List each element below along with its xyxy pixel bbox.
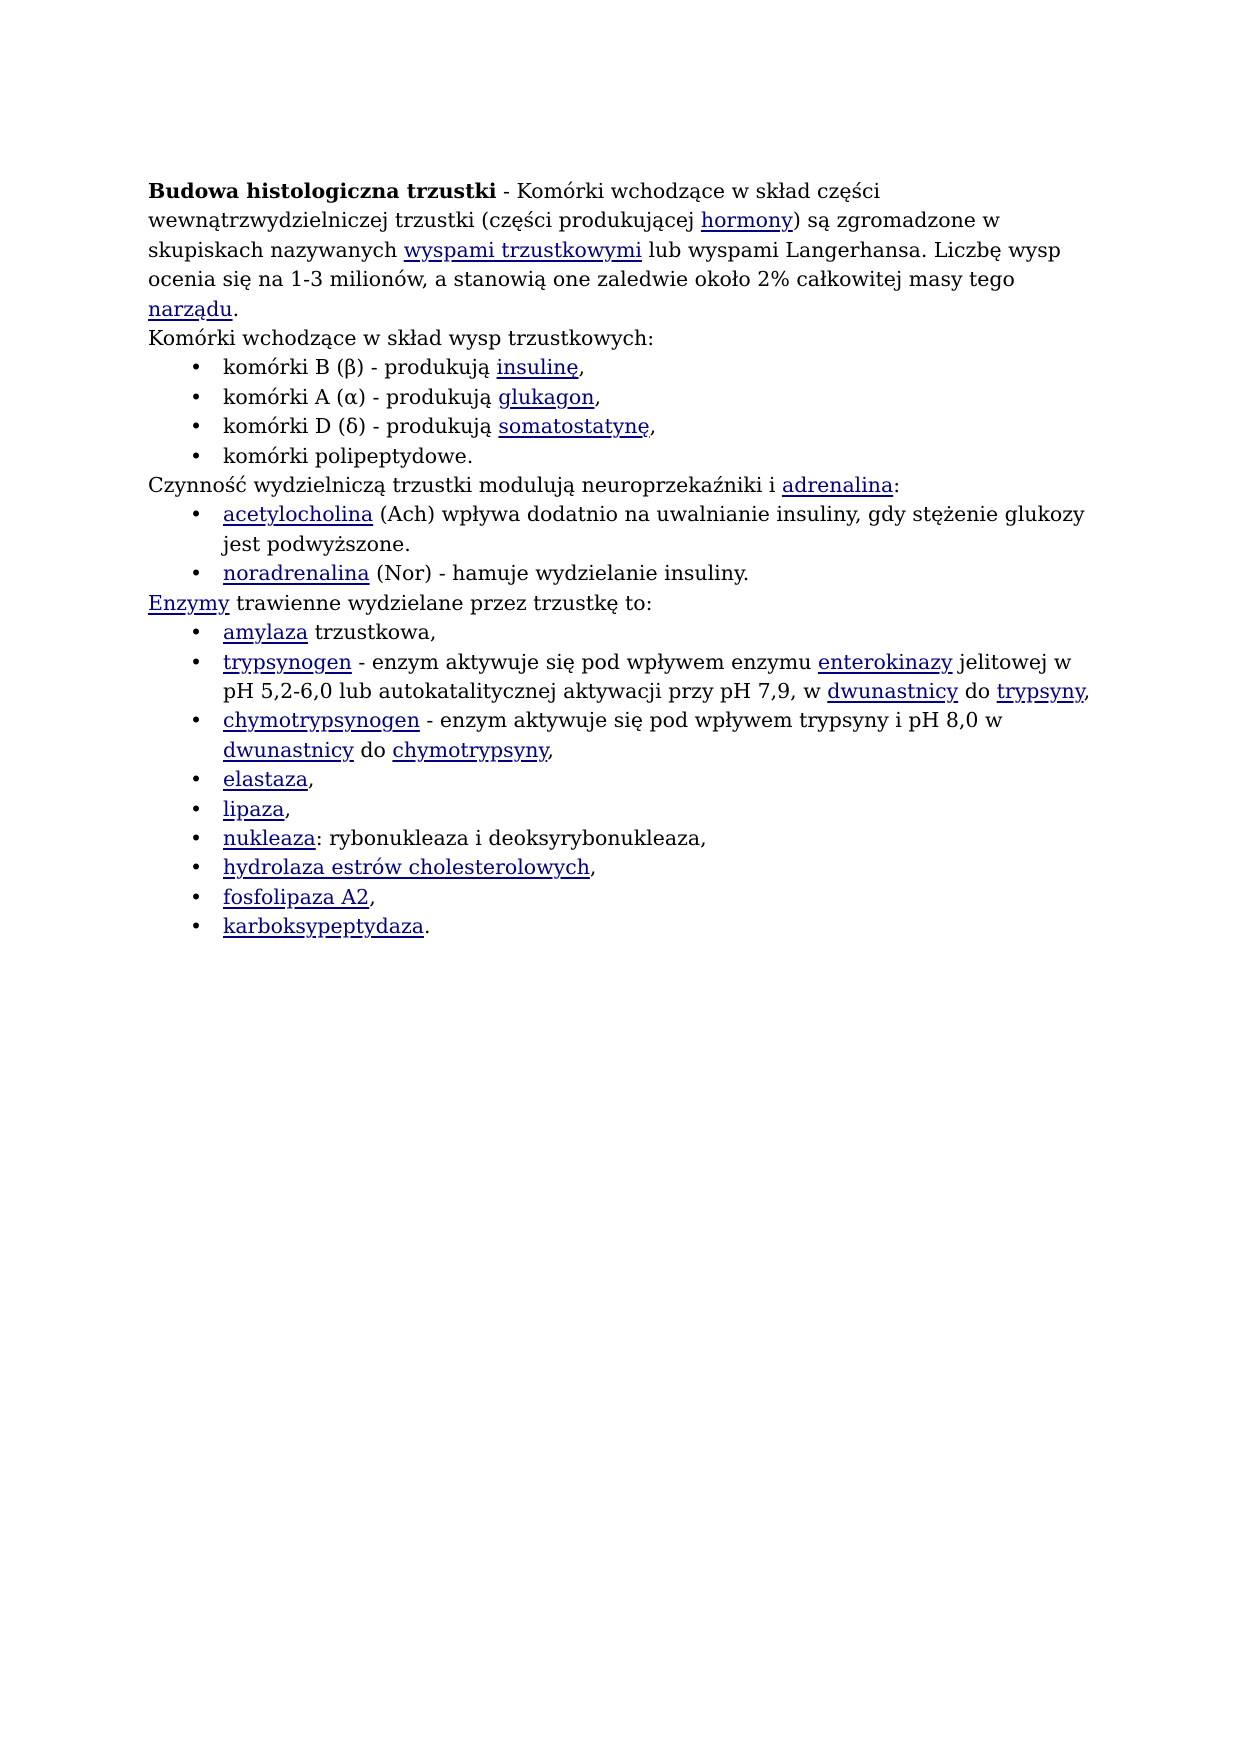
link-dwunastnicy[interactable]: dwunastnicy — [827, 678, 959, 703]
list-item: • nukleaza: rybonukleaza i deoksyrybonukleaza, — [148, 824, 1098, 853]
link-glukagon[interactable]: glukagon — [498, 384, 595, 409]
list-item: • komórki D (δ) - produkują somatostatynę, — [148, 412, 1098, 441]
bullet-icon: • — [189, 384, 203, 409]
list-item: • komórki A (α) - produkują glukagon, — [148, 383, 1098, 412]
link-fosfolipaza[interactable]: fosfolipaza A2 — [223, 884, 370, 909]
document-page — [148, 177, 1098, 942]
list-item: • hydrolaza estrów cholesterolowych, — [148, 853, 1098, 882]
link-hydrolaza[interactable]: hydrolaza estrów cholesterolowych — [223, 855, 590, 880]
bullet-icon: • — [189, 502, 203, 527]
list-item: • trypsynogen - enzym aktywuje się pod wpływem enzymu enterokinazy jelitowej w pH 5,2-6,0 lub autokatalitycznej aktywacji przy pH 7,9, w dwunastnicy do trypsyny, — [148, 648, 1098, 707]
link-enterokinazy[interactable]: enterokinazy — [817, 649, 953, 674]
link-adrenalina[interactable]: adrenalina — [781, 473, 894, 498]
link-insuline[interactable]: insulinę — [496, 355, 579, 380]
bullet-icon: • — [189, 767, 203, 792]
enzymes-heading: Enzymy trawienne wydzielane przez trzustkę to: — [148, 590, 653, 615]
link-chymotrypsynogen[interactable]: chymotrypsynogen — [223, 708, 420, 733]
cells-heading: Komórki wchodzące w skład wysp trzustkowych: — [148, 326, 655, 351]
bullet-icon: • — [189, 561, 203, 586]
bullet-icon: • — [189, 825, 203, 850]
link-trypsynogen[interactable]: trypsynogen — [223, 649, 352, 674]
secretion-list — [148, 500, 1098, 588]
link-somatostatyne[interactable]: somatostatynę — [498, 414, 650, 439]
bullet-icon: • — [189, 443, 203, 468]
enzymes-list — [148, 618, 1098, 941]
link-chymotrypsyny[interactable]: chymotrypsyny — [392, 737, 548, 762]
link-dwunastnicy-2[interactable]: dwunastnicy — [223, 737, 354, 762]
bullet-icon: • — [189, 884, 203, 909]
list-item: • komórki polipeptydowe. — [148, 442, 1098, 471]
bullet-icon: • — [189, 708, 203, 733]
intro-paragraph: Budowa histologiczna trzustki - Komórki wchodzące w skład części wewnątrzwydzielniczej trzustki (części produkującej hormony) są zgromadzone w skupiskach nazywanych wyspami trzustkowymi lub wyspami Langerhansa. Liczbę wysp ocenia się na 1-3 milionów, a stanowią one zaledwie około 2% całkowitej masy tego narządu. — [148, 179, 1061, 321]
link-acetylocholina[interactable]: acetylocholina — [223, 502, 374, 527]
bullet-icon: • — [189, 355, 203, 380]
link-lipaza[interactable]: lipaza — [223, 796, 285, 821]
link-narzadu[interactable]: narządu — [148, 296, 233, 321]
bullet-icon: • — [189, 855, 203, 880]
list-item: • amylaza trzustkowa, — [148, 618, 1098, 647]
link-wyspami-trzustkowymi[interactable]: wyspami trzustkowymi — [403, 237, 642, 262]
link-trypsyny[interactable]: trypsyny — [996, 678, 1084, 703]
list-item: • acetylocholina (Ach) wpływa dodatnio na uwalnianie insuliny, gdy stężenie glukozy jest podwyższone. — [148, 500, 1098, 559]
list-item: • elastaza, — [148, 765, 1098, 794]
list-item: • karboksypeptydaza. — [148, 912, 1098, 941]
link-amylaza[interactable]: amylaza — [223, 620, 309, 645]
bullet-icon: • — [189, 620, 203, 645]
link-hormony[interactable]: hormony — [700, 208, 793, 233]
list-item: • chymotrypsynogen - enzym aktywuje się pod wpływem trypsyny i pH 8,0 w dwunastnicy do chymotrypsyny, — [148, 706, 1098, 765]
link-karboksypeptydaza[interactable]: karboksypeptydaza — [223, 914, 424, 939]
bullet-icon: • — [189, 414, 203, 439]
list-item: • lipaza, — [148, 795, 1098, 824]
link-elastaza[interactable]: elastaza — [223, 767, 308, 792]
bullet-icon: • — [189, 796, 203, 821]
list-item: • noradrenalina (Nor) - hamuje wydzielanie insuliny. — [148, 559, 1098, 588]
bullet-icon: • — [189, 649, 203, 674]
link-nukleaza[interactable]: nukleaza — [223, 825, 316, 850]
cells-list — [148, 353, 1098, 471]
link-enzymy[interactable]: Enzymy — [148, 590, 230, 615]
secretion-heading: Czynność wydzielniczą trzustki modulują neuroprzekaźniki i adrenalina: — [148, 473, 901, 498]
list-item: • fosfolipaza A2, — [148, 883, 1098, 912]
bullet-icon: • — [189, 914, 203, 939]
link-noradrenalina[interactable]: noradrenalina — [223, 561, 370, 586]
list-item: • komórki B (β) - produkują insulinę, — [148, 353, 1098, 382]
document-title: Budowa histologiczna trzustki — [148, 179, 497, 203]
